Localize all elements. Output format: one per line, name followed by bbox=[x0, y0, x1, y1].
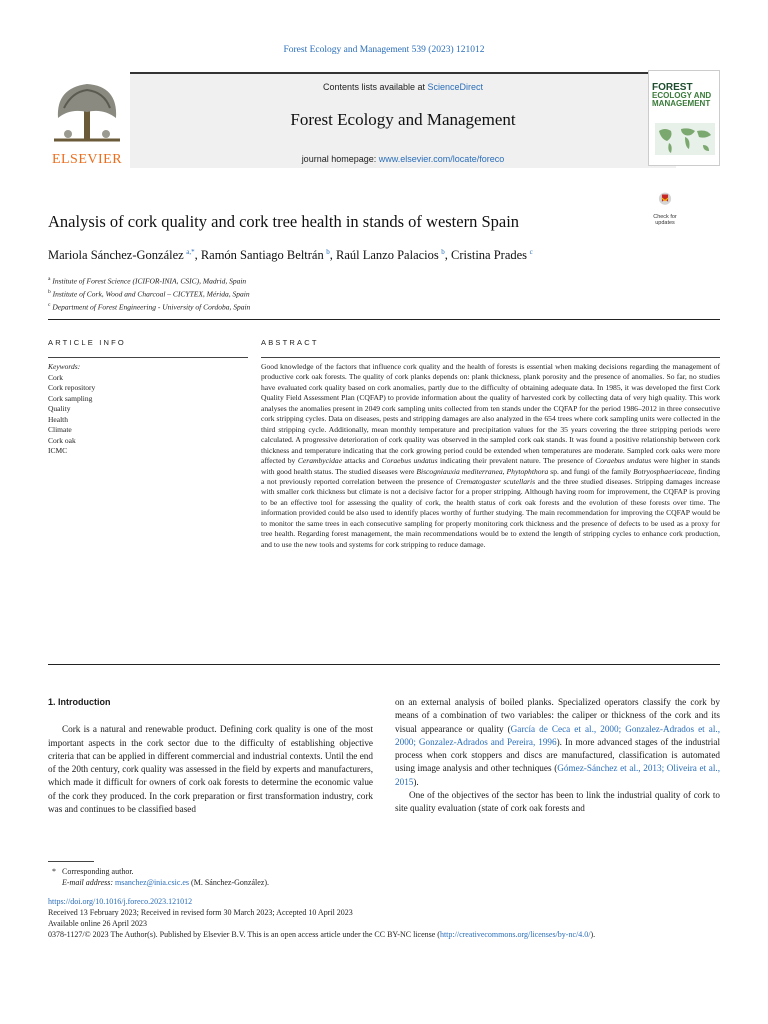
keywords-block bbox=[48, 362, 95, 457]
body-column-left bbox=[48, 696, 373, 816]
crossmark-label-line-2: updates bbox=[655, 220, 675, 226]
affiliations bbox=[48, 274, 250, 313]
keyword-item: Quality bbox=[48, 404, 71, 413]
body-column-right bbox=[395, 696, 720, 816]
sciencedirect-link[interactable]: ScienceDirect bbox=[427, 82, 484, 92]
author-affil-sup[interactable]: a,* bbox=[186, 248, 195, 256]
homepage-link[interactable]: www.elsevier.com/locate/foreco bbox=[378, 154, 505, 164]
masthead-band bbox=[130, 72, 676, 168]
keyword-item: Health bbox=[48, 414, 68, 424]
author-list: Mariola Sánchez-González $^{a,*}$, Ramón Santiago Beltrán $^b$, Raúl Lanzo Palacios $^b$, Cristina Prades $^c$ bbox=[48, 248, 533, 263]
license-link[interactable]: http://creativecommons.org/licenses/by-nc/4.0/ bbox=[439, 930, 591, 939]
body-paragraph: One of the objectives of the sector has been to link the industrial quality of cork to site quality evaluation (state of cork oak forests and bbox=[395, 790, 720, 814]
license-line: 0378-1127/© 2023 The Author(s). Published by Elsevier B.V. This is an open access article under the CC BY-NC license (http://creativecommons.org/licenses/by-nc/4.0/). bbox=[48, 930, 596, 939]
author-name[interactable]: Cristina Prades bbox=[451, 248, 528, 263]
cover-title bbox=[652, 83, 711, 108]
keyword-item: Cork bbox=[48, 372, 63, 382]
cover-title-line-1: FOREST bbox=[652, 82, 693, 93]
online-date: Available online 26 April 2023 bbox=[48, 919, 147, 928]
divider bbox=[48, 664, 720, 665]
author-affil-sup[interactable]: c bbox=[529, 248, 533, 256]
author-affil-sup[interactable]: b bbox=[441, 248, 445, 256]
keyword-item: Cork sampling bbox=[48, 393, 93, 403]
divider bbox=[261, 357, 720, 358]
affiliation-item: $^b$ Institute of Cork, Wood and Charcoal – CICYTEX, Mérida, Spain bbox=[48, 289, 250, 299]
crossmark-icon[interactable] bbox=[648, 192, 682, 214]
elsevier-wordmark: ELSEVIER bbox=[51, 152, 123, 167]
world-map-icon bbox=[655, 123, 715, 155]
cover-title-line-3: MANAGEMENT bbox=[652, 99, 711, 108]
article-info-heading: ARTICLE INFO bbox=[48, 338, 126, 347]
author-name[interactable]: Mariola Sánchez-González bbox=[48, 248, 184, 263]
keyword-item: Cork repository bbox=[48, 383, 96, 392]
abstract-heading: ABSTRACT bbox=[261, 338, 319, 347]
affiliation-item: $^a$ Institute of Forest Science (ICIFOR-INIA, CSIC), Madrid, Spain bbox=[48, 276, 247, 286]
keyword-item: Cork oak bbox=[48, 435, 76, 445]
homepage-prefix: journal homepage: bbox=[301, 154, 379, 164]
affiliation-item: $^c$ Department of Forest Engineering - University of Cordoba, Spain bbox=[48, 302, 251, 312]
section-heading: 1. Introduction bbox=[48, 697, 111, 707]
citation-link[interactable]: Gómez-Sánchez et al., 2013; Oliveira et al., 2015 bbox=[395, 763, 721, 787]
journal-cover[interactable] bbox=[648, 70, 720, 166]
cover-title-line-2: ECOLOGY AND bbox=[652, 91, 712, 100]
journal-name: Forest Ecology and Management bbox=[290, 110, 516, 129]
footnotes bbox=[48, 866, 720, 940]
author-name[interactable]: Raúl Lanzo Palacios bbox=[336, 248, 439, 263]
contents-prefix: Contents lists available at bbox=[322, 82, 428, 92]
contents-line bbox=[130, 82, 676, 92]
email-link[interactable]: msanchez@inia.csic.es bbox=[115, 878, 190, 887]
keyword-item: ICMC bbox=[48, 446, 68, 455]
citation-link[interactable]: García de Ceca et al., 2000; Gonzalez-Adrados et al., 2000; Gonzalez-Adrados and Pereira, 1996 bbox=[395, 723, 721, 747]
crossmark-label-line-1: Check for bbox=[653, 214, 677, 220]
journal-masthead bbox=[48, 70, 720, 170]
doi-link[interactable]: https://doi.org/10.1016/j.foreco.2023.121012 bbox=[48, 897, 193, 906]
keyword-item: Climate bbox=[48, 425, 72, 434]
divider bbox=[48, 319, 720, 320]
crossmark-label[interactable] bbox=[648, 214, 682, 226]
footnote-corresponding: * Corresponding author. bbox=[52, 867, 134, 876]
body-paragraph: Cork is a natural and renewable product. Defining cork quality is one of the most important aspects in the cork sector due to the difficulty of establishing objective criteria that can be applied in different commercial and industrial contexts. Until the end of the 20th century, cork quality was assessed in the field by experts and manufacturers, which made it difficult for owners of cork oak forests to determine the economic value of the cork they produced. In the cork preparation or first transformation industry, cork was and continues to be classified based bbox=[48, 724, 373, 815]
received-dates: Received 13 February 2023; Received in revised form 30 March 2023; Accepted 10 April 2023 bbox=[48, 908, 353, 917]
abstract-text: Good knowledge of the factors that influence cork quality and the health of forests is essential when making decisions regarding the management of productive cork oak forests. The quality of cork planks depends on: plank thickness, plank porosity and the presence of anomalies. So far, no studies have evaluated cork quality based on cork anomalies, partly due to the difficulty of obtaining adequate data. In 1985, it was developed the first Cork Quality Field Assessment Plan (CQFAP) to provide information about the quality of harvested cork by collecting data of very high quality. This work analyses the anomalies present in 2049 cork sampling units collected from ten stands under the CQFAP for the period 1986–2012 in three consecutive cork stripping cycles. Data on diseases, pests and stripping damages are also analyzed in the 654 trees where cork sampling units were collected in the third stripping cycle. Additionally, mean monthly temperature and precipitation values for the 35 years covering the three stripping periods were calculated. A progressive deterioration of cork quality was observed in the sampled cork oak stands. It was found a positive relationship between cork thickness and temperature indicating that the cork growing period could be extended when temperatures are moderate. Sampled cork oaks were more affected by Cerambycidae attacks and Coraebus undatus indicating their prevalent nature. The presence of Coraebus undatus were higher in stands with good health status. The studied diseases were Biscogniauxia mediterranea, Phytophthora sp. and fungi of the family Botryosphaeriaceae, finding a not previously reported correlation between the presence of Crematogaster scutellaris and the three studied diseases. Stripping damages increase with smaller cork thickness but climate is not a decisive factor for a proper stripping. Although having room for improvement, the CQFAP is proving to be an effective tool for assessing the quality of cork, the health status of cork oak forests and the evolution of these forests over time. The information provided could be also used to identify places worthy of further studying. The main recommendation for improving the CQFAP would be to monitor the same trees in each consecutive sampling for properly monitoring cork thickness and the presence of defects to be used as a proxy for tree health. Regarding forest management, the main recommendations would be to extend the length of stripping cycles to enhance cork production, and to use the new tools and systems for cork stripping to reduce damage. bbox=[261, 362, 721, 549]
article-history bbox=[48, 896, 720, 940]
keywords-label: Keywords: bbox=[48, 362, 81, 371]
footnote-divider bbox=[48, 861, 94, 862]
body-paragraph: on an external analysis of boiled planks. Specialized operators classify the cork by means of a combination of two variables: the caliper or thickness of the cork and its visual appearance or quality (García de Ceca et al., 2000; Gonzalez-Adrados et al., 2000; Gonzalez-Adrados and Pereira, 1996). In more advanced stages of the industrial process when cork stoppers and discs are manufactured, classification is automated using image analysis and other techniques (Gómez-Sánchez et al., 2013; Oliveira et al., 2015). bbox=[395, 697, 721, 787]
footnote-email: E-mail address: msanchez@inia.csic.es (M. Sánchez-González). bbox=[62, 878, 270, 887]
elsevier-tree-icon bbox=[48, 78, 126, 148]
journal-citation[interactable]: Forest Ecology and Management 539 (2023) 121012 bbox=[283, 45, 485, 55]
elsevier-logo[interactable] bbox=[48, 78, 126, 168]
divider bbox=[48, 357, 248, 358]
author-affil-sup[interactable]: b bbox=[326, 248, 330, 256]
author-name[interactable]: Ramón Santiago Beltrán bbox=[200, 248, 324, 263]
article-title: Analysis of cork quality and cork tree health in stands of western Spain bbox=[48, 212, 520, 231]
homepage-line bbox=[130, 154, 676, 164]
asterisk-icon: * bbox=[52, 867, 62, 876]
